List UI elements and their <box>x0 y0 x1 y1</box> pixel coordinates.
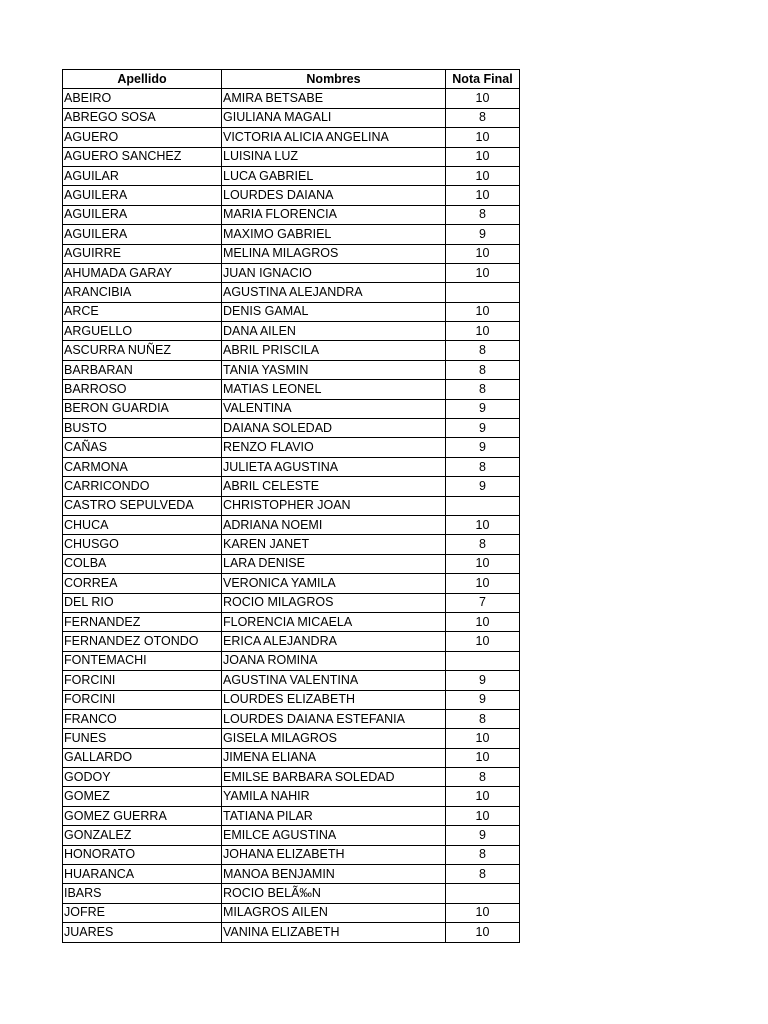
nota-final-cell: 10 <box>446 787 520 806</box>
nota-final-cell: 8 <box>446 865 520 884</box>
nota-final-cell: 9 <box>446 671 520 690</box>
nota-final-cell: 10 <box>446 574 520 593</box>
apellido-cell: ARCE <box>63 302 222 321</box>
apellido-cell: AGUIRRE <box>63 244 222 263</box>
table-row <box>63 768 520 787</box>
nombres-cell: RENZO FLAVIO <box>222 438 446 457</box>
table-row <box>63 671 520 690</box>
apellido-cell: FRANCO <box>63 709 222 728</box>
nota-final-cell: 8 <box>446 360 520 379</box>
table-row <box>63 457 520 476</box>
nombres-cell: JOANA ROMINA <box>222 651 446 670</box>
table-row <box>63 322 520 341</box>
nota-final-cell: 9 <box>446 477 520 496</box>
nota-final-cell: 10 <box>446 612 520 631</box>
table-row <box>63 515 520 534</box>
table-row <box>63 225 520 244</box>
table-row <box>63 806 520 825</box>
nota-final-cell <box>446 651 520 670</box>
table-row <box>63 89 520 108</box>
table-row <box>63 612 520 631</box>
apellido-cell: AGUILAR <box>63 166 222 185</box>
table-row <box>63 108 520 127</box>
apellido-cell: GOMEZ GUERRA <box>63 806 222 825</box>
nombres-cell: VICTORIA ALICIA ANGELINA <box>222 128 446 147</box>
table-row <box>63 477 520 496</box>
apellido-cell: CASTRO SEPULVEDA <box>63 496 222 515</box>
nota-final-cell: 10 <box>446 302 520 321</box>
apellido-cell: FORCINI <box>63 671 222 690</box>
apellido-cell: FERNANDEZ <box>63 612 222 631</box>
nombres-cell: ROCIO BELÃ‰N <box>222 884 446 903</box>
header-nombres: Nombres <box>222 70 446 89</box>
nota-final-cell: 10 <box>446 903 520 922</box>
nombres-cell: TANIA YASMIN <box>222 360 446 379</box>
grades-table <box>62 69 520 943</box>
apellido-cell: ASCURRA NUÑEZ <box>63 341 222 360</box>
apellido-cell: AGUERO SANCHEZ <box>63 147 222 166</box>
table-row <box>63 186 520 205</box>
apellido-cell: DEL RIO <box>63 593 222 612</box>
nombres-cell: MILAGROS AILEN <box>222 903 446 922</box>
apellido-cell: ABEIRO <box>63 89 222 108</box>
apellido-cell: GALLARDO <box>63 748 222 767</box>
nota-final-cell: 10 <box>446 729 520 748</box>
nota-final-cell: 10 <box>446 923 520 942</box>
nombres-cell: FLORENCIA MICAELA <box>222 612 446 631</box>
nota-final-cell: 9 <box>446 438 520 457</box>
apellido-cell: AGUERO <box>63 128 222 147</box>
table-row <box>63 496 520 515</box>
table-row <box>63 263 520 282</box>
table-row <box>63 748 520 767</box>
header-apellido: Apellido <box>63 70 222 89</box>
nombres-cell: ABRIL PRISCILA <box>222 341 446 360</box>
nota-final-cell: 8 <box>446 535 520 554</box>
table-row <box>63 535 520 554</box>
nota-final-cell: 10 <box>446 186 520 205</box>
nota-final-cell: 8 <box>446 457 520 476</box>
nombres-cell: LOURDES DAIANA <box>222 186 446 205</box>
table-row <box>63 341 520 360</box>
nota-final-cell: 10 <box>446 166 520 185</box>
nombres-cell: VALENTINA <box>222 399 446 418</box>
table-row <box>63 593 520 612</box>
apellido-cell: ARGUELLO <box>63 322 222 341</box>
nombres-cell: JOHANA ELIZABETH <box>222 845 446 864</box>
nota-final-cell: 8 <box>446 108 520 127</box>
table-row <box>63 923 520 942</box>
nombres-cell: LOURDES DAIANA ESTEFANIA <box>222 709 446 728</box>
nota-final-cell: 10 <box>446 89 520 108</box>
nota-final-cell: 10 <box>446 322 520 341</box>
nombres-cell: KAREN JANET <box>222 535 446 554</box>
table-row <box>63 244 520 263</box>
nota-final-cell <box>446 283 520 302</box>
apellido-cell: AHUMADA GARAY <box>63 263 222 282</box>
table-row <box>63 709 520 728</box>
nombres-cell: LUISINA LUZ <box>222 147 446 166</box>
apellido-cell: FORCINI <box>63 690 222 709</box>
nombres-cell: LARA DENISE <box>222 554 446 573</box>
table-row <box>63 865 520 884</box>
apellido-cell: GOMEZ <box>63 787 222 806</box>
table-row <box>63 690 520 709</box>
apellido-cell: GODOY <box>63 768 222 787</box>
table-row <box>63 574 520 593</box>
table-row <box>63 399 520 418</box>
apellido-cell: HUARANCA <box>63 865 222 884</box>
nota-final-cell: 8 <box>446 768 520 787</box>
apellido-cell: IBARS <box>63 884 222 903</box>
table-row <box>63 729 520 748</box>
table-row <box>63 380 520 399</box>
table-row <box>63 884 520 903</box>
nombres-cell: MATIAS LEONEL <box>222 380 446 399</box>
nota-final-cell: 8 <box>446 341 520 360</box>
table-row <box>63 632 520 651</box>
nombres-cell: TATIANA PILAR <box>222 806 446 825</box>
nombres-cell: MELINA MILAGROS <box>222 244 446 263</box>
nombres-cell: MAXIMO GABRIEL <box>222 225 446 244</box>
apellido-cell: COLBA <box>63 554 222 573</box>
table-row <box>63 128 520 147</box>
nombres-cell: MANOA BENJAMIN <box>222 865 446 884</box>
table-row <box>63 903 520 922</box>
table-body <box>63 89 520 942</box>
apellido-cell: CORREA <box>63 574 222 593</box>
nombres-cell: AMIRA BETSABE <box>222 89 446 108</box>
nombres-cell: LUCA GABRIEL <box>222 166 446 185</box>
nombres-cell: VERONICA YAMILA <box>222 574 446 593</box>
header-nota-final: Nota Final <box>446 70 520 89</box>
apellido-cell: CHUSGO <box>63 535 222 554</box>
nombres-cell: ROCIO MILAGROS <box>222 593 446 612</box>
nota-final-cell: 10 <box>446 515 520 534</box>
nombres-cell: DANA AILEN <box>222 322 446 341</box>
apellido-cell: BUSTO <box>63 419 222 438</box>
apellido-cell: ARANCIBIA <box>63 283 222 302</box>
nota-final-cell: 7 <box>446 593 520 612</box>
nota-final-cell: 10 <box>446 806 520 825</box>
nombres-cell: ERICA ALEJANDRA <box>222 632 446 651</box>
nombres-cell: ADRIANA NOEMI <box>222 515 446 534</box>
nombres-cell: JIMENA ELIANA <box>222 748 446 767</box>
nota-final-cell: 9 <box>446 419 520 438</box>
nombres-cell: YAMILA NAHIR <box>222 787 446 806</box>
table-row <box>63 283 520 302</box>
nombres-cell: AGUSTINA ALEJANDRA <box>222 283 446 302</box>
table-row <box>63 554 520 573</box>
nota-final-cell <box>446 496 520 515</box>
table-row <box>63 651 520 670</box>
nombres-cell: JUAN IGNACIO <box>222 263 446 282</box>
nombres-cell: AGUSTINA VALENTINA <box>222 671 446 690</box>
apellido-cell: JOFRE <box>63 903 222 922</box>
nota-final-cell: 10 <box>446 128 520 147</box>
nombres-cell: MARIA FLORENCIA <box>222 205 446 224</box>
nombres-cell: VANINA ELIZABETH <box>222 923 446 942</box>
nombres-cell: DAIANA SOLEDAD <box>222 419 446 438</box>
apellido-cell: AGUILERA <box>63 186 222 205</box>
apellido-cell: JUARES <box>63 923 222 942</box>
nota-final-cell: 8 <box>446 205 520 224</box>
table-row <box>63 845 520 864</box>
table-row <box>63 166 520 185</box>
nombres-cell: DENIS GAMAL <box>222 302 446 321</box>
apellido-cell: CHUCA <box>63 515 222 534</box>
apellido-cell: CARRICONDO <box>63 477 222 496</box>
nota-final-cell: 8 <box>446 709 520 728</box>
apellido-cell: FONTEMACHI <box>63 651 222 670</box>
table-row <box>63 360 520 379</box>
table-row <box>63 419 520 438</box>
header-row <box>63 70 520 89</box>
apellido-cell: BARBARAN <box>63 360 222 379</box>
apellido-cell: BARROSO <box>63 380 222 399</box>
table-row <box>63 205 520 224</box>
nota-final-cell: 9 <box>446 690 520 709</box>
nota-final-cell: 8 <box>446 845 520 864</box>
apellido-cell: FERNANDEZ OTONDO <box>63 632 222 651</box>
nombres-cell: EMILCE AGUSTINA <box>222 826 446 845</box>
table-row <box>63 826 520 845</box>
apellido-cell: BERON GUARDIA <box>63 399 222 418</box>
apellido-cell: AGUILERA <box>63 225 222 244</box>
nota-final-cell: 10 <box>446 244 520 263</box>
nota-final-cell: 10 <box>446 263 520 282</box>
nombres-cell: JULIETA AGUSTINA <box>222 457 446 476</box>
apellido-cell: HONORATO <box>63 845 222 864</box>
nombres-cell: ABRIL CELESTE <box>222 477 446 496</box>
apellido-cell: FUNES <box>63 729 222 748</box>
nombres-cell: GISELA MILAGROS <box>222 729 446 748</box>
apellido-cell: GONZALEZ <box>63 826 222 845</box>
nombres-cell: LOURDES ELIZABETH <box>222 690 446 709</box>
table-header <box>63 70 520 89</box>
nota-final-cell: 9 <box>446 826 520 845</box>
table-row <box>63 787 520 806</box>
nombres-cell: EMILSE BARBARA SOLEDAD <box>222 768 446 787</box>
nombres-cell: CHRISTOPHER JOAN <box>222 496 446 515</box>
nota-final-cell: 9 <box>446 225 520 244</box>
nota-final-cell <box>446 884 520 903</box>
nota-final-cell: 10 <box>446 147 520 166</box>
nota-final-cell: 8 <box>446 380 520 399</box>
table-row <box>63 147 520 166</box>
apellido-cell: ABREGO SOSA <box>63 108 222 127</box>
nota-final-cell: 10 <box>446 554 520 573</box>
nota-final-cell: 10 <box>446 632 520 651</box>
nota-final-cell: 9 <box>446 399 520 418</box>
table-row <box>63 438 520 457</box>
table-row <box>63 302 520 321</box>
nota-final-cell: 10 <box>446 748 520 767</box>
apellido-cell: AGUILERA <box>63 205 222 224</box>
apellido-cell: CARMONA <box>63 457 222 476</box>
nombres-cell: GIULIANA MAGALI <box>222 108 446 127</box>
apellido-cell: CAÑAS <box>63 438 222 457</box>
